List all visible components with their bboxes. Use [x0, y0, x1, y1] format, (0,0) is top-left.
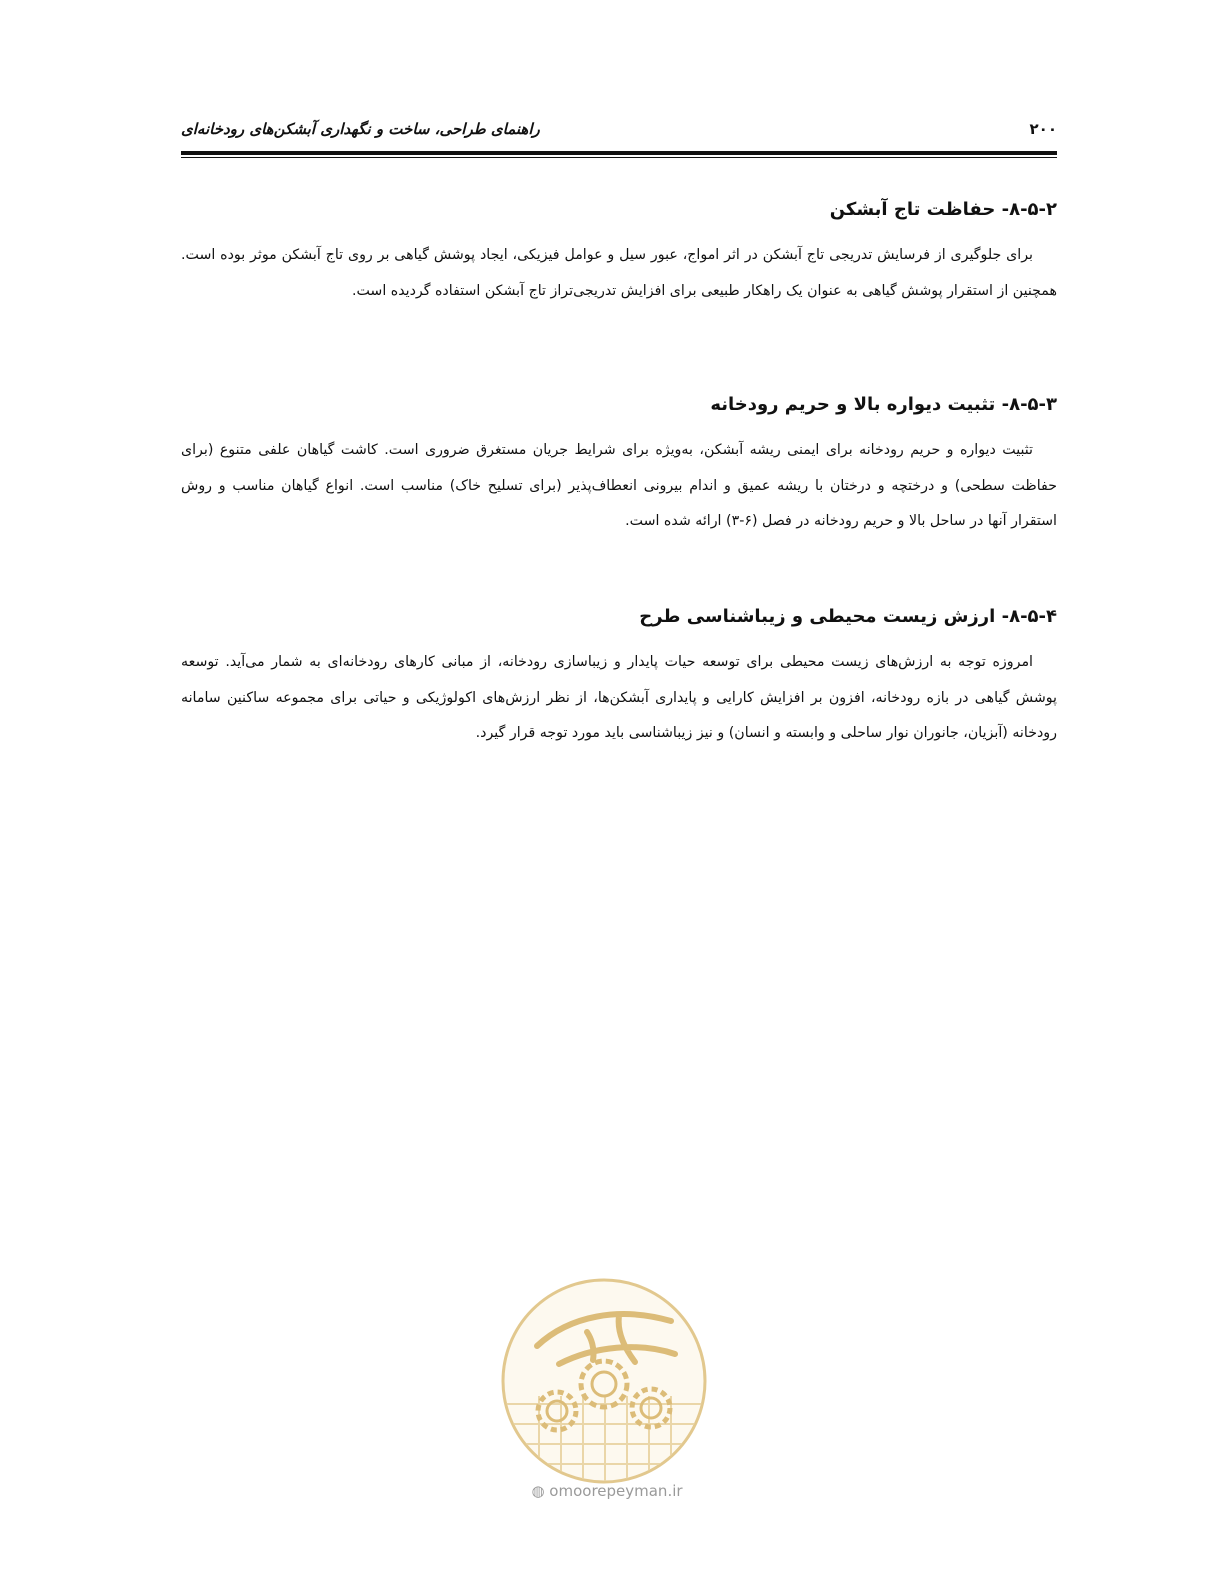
header-rule-thin: [181, 157, 1057, 158]
section-paragraph: تثبیت دیواره و حریم رودخانه برای ایمنی ریشه آبشکن، به‌ویژه برای شرایط جریان مستغرق ضروری است. کاشت گیاهان علفی متنوع (برای حفاظت سطحی) و درختچه و درختان با ریشه عمیق و اندام بیرونی انعطاف‌پذیر (برای تسلیح خاک) مناسب است. انواع گیاهان مناسب و روش استقرار آنها در ساحل بالا و حریم رودخانه در فصل (۶-۳) ارائه شده است.: [181, 442, 1057, 529]
section-heading: [181, 603, 1057, 631]
running-header-title: راهنمای طراحی، ساخت و نگهداری آبشکن‌های رودخانه‌ای: [181, 120, 540, 138]
section-title: ارزش زیست محیطی و زیباشناسی طرح: [639, 606, 996, 627]
section-number: ۸-۵-۴-: [1001, 606, 1057, 627]
watermark-url-text: omoorepeyman.ir: [549, 1482, 683, 1500]
watermark-url: ◍ omoorepeyman.ir: [531, 1482, 683, 1500]
section-title: تثبیت دیواره بالا و حریم رودخانه: [710, 394, 996, 415]
section-environmental-value: [181, 603, 1057, 783]
header-rule-thick: [181, 151, 1057, 155]
section-heading: [181, 391, 1057, 419]
section-paragraph: امروزه توجه به ارزش‌های زیست محیطی برای توسعه حیات پایدار و زیباسازی رودخانه، از مبانی کارهای رودخانه‌ای به شمار می‌آید. توسعه پوشش گیاهی در بازه رودخانه، افزون بر افزایش کارایی و پایداری آبشکن‌ها، از نظر ارزش‌های اکولوژیکی و حیاتی برای مجموعه ساکنین سامانه رودخانه (آبزیان، جانوران نوار ساحلی و وابسته و انسان) و نیز زیباشناسی باید مورد توجه قرار گیرد.: [181, 654, 1057, 741]
section-number: ۸-۵-۲-: [1001, 199, 1057, 220]
section-bank-stabilization: [181, 391, 1057, 603]
watermark-logo: [499, 1276, 709, 1486]
section-paragraph: برای جلوگیری از فرسایش تدریجی تاج آبشکن در اثر امواج، عبور سیل و عوامل فیزیکی، ایجاد پوشش گیاهی بر روی تاج آبشکن موثر بوده است. همچنین از استقرار پوشش گیاهی به عنوان یک راهکار طبیعی برای افزایش تدریجی‌تراز تاج آبشکن استفاده گردیده است.: [181, 247, 1057, 299]
page-number: ۲۰۰: [1029, 120, 1057, 138]
section-title: حفاظت تاج آبشکن: [829, 199, 996, 220]
section-heading: [181, 196, 1057, 224]
section-crest-protection: [181, 196, 1057, 391]
page-content: [181, 196, 1057, 783]
section-number: ۸-۵-۳-: [1001, 394, 1057, 415]
